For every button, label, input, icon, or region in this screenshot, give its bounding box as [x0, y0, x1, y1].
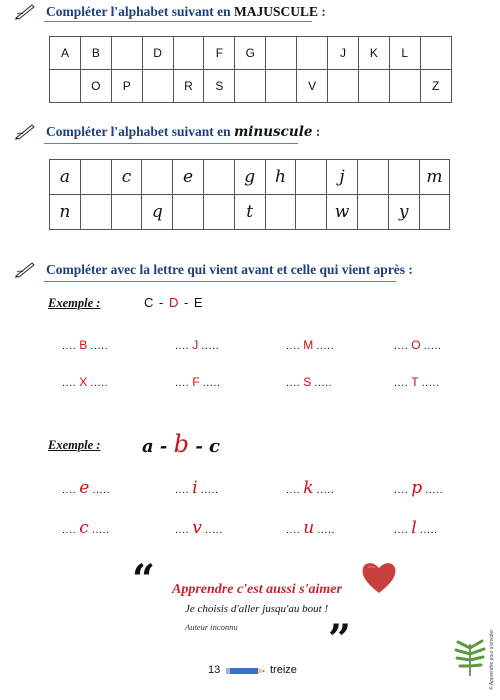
fill-in-item [175, 518, 223, 538]
fill-in-item [286, 478, 334, 498]
blank-after: ..... [90, 340, 109, 352]
given-letter: p [411, 478, 423, 498]
grid-cell: y [388, 195, 419, 230]
fill-in-item [175, 375, 220, 389]
grid-row [50, 160, 450, 195]
grid-cell: J [328, 37, 359, 70]
blank-before: .... [286, 377, 301, 389]
heading-suffix: : [318, 4, 326, 19]
grid-cell: B [80, 37, 111, 70]
heading-keyword: minuscule [234, 124, 313, 140]
grid-cell [419, 195, 450, 230]
heading-text: Compléter l'alphabet suivant en [46, 4, 235, 19]
grid-cell [296, 195, 327, 230]
given-letter: S [303, 375, 312, 389]
given-letter: F [192, 375, 200, 389]
fill-in-item [62, 375, 108, 389]
fill-in-item [62, 338, 108, 352]
blank-before: .... [175, 484, 190, 496]
grid-cell [358, 70, 389, 103]
blank-before: .... [394, 377, 409, 389]
grid-cell: g [234, 160, 265, 195]
blank-after: ..... [202, 377, 221, 389]
grid-row [50, 37, 452, 70]
grid-cell: G [235, 37, 266, 70]
heading-underline [44, 143, 298, 144]
page-number-word: treize [270, 664, 297, 676]
blank-after: ..... [421, 377, 440, 389]
open-quote-mark: “ [132, 556, 156, 603]
blank-after: ..... [317, 524, 336, 536]
grid-cell [266, 70, 297, 103]
fill-in-item [175, 338, 219, 352]
blank-after: ..... [92, 484, 111, 496]
fill-in-item [394, 518, 438, 538]
fill-in-item [62, 478, 110, 498]
section-uppercase-heading [46, 4, 326, 20]
blank-before: .... [62, 484, 77, 496]
grid-cell: a [50, 160, 81, 195]
blank-after: ..... [314, 377, 333, 389]
example-before: a - [142, 436, 174, 457]
blank-after: ..... [201, 340, 220, 352]
fill-in-item [394, 375, 439, 389]
given-letter: k [303, 478, 314, 498]
example-target: D [168, 295, 180, 310]
grid-cell: D [142, 37, 173, 70]
grid-cell [203, 160, 234, 195]
grid-row [50, 70, 452, 103]
blank-after: ..... [423, 340, 442, 352]
grid-cell [80, 195, 111, 230]
given-letter: l [411, 518, 417, 538]
blank-before: .... [62, 524, 77, 536]
grid-cell [173, 37, 204, 70]
example-label: Exemple : [48, 296, 101, 310]
grid-cell: n [50, 195, 81, 230]
blank-before: .... [62, 340, 77, 352]
example-target: b [173, 430, 190, 458]
fill-in-item [286, 338, 334, 352]
given-letter: c [79, 518, 89, 538]
uppercase-alphabet-grid [49, 36, 452, 103]
grid-cell: e [173, 160, 204, 195]
example-label: Exemple : [48, 438, 101, 452]
grid-cell: Z [420, 70, 451, 103]
example-sequence-cursive [142, 430, 220, 458]
given-letter: O [411, 338, 421, 352]
quote-author: Auteur inconnu [185, 622, 238, 632]
grid-cell: t [234, 195, 265, 230]
heading-underline [44, 281, 396, 282]
heading-underline [44, 21, 312, 22]
grid-cell [297, 37, 328, 70]
grid-cell: F [204, 37, 235, 70]
example-before: C - [144, 295, 169, 310]
blank-before: .... [62, 377, 77, 389]
fill-in-item [62, 518, 110, 538]
grid-cell: S [204, 70, 235, 103]
blank-before: .... [175, 340, 190, 352]
grid-cell: A [50, 37, 81, 70]
grid-cell: P [111, 70, 142, 103]
grid-cell [296, 160, 327, 195]
grid-cell [142, 70, 173, 103]
grid-cell: L [389, 37, 420, 70]
blank-before: .... [175, 377, 190, 389]
blank-before: .... [394, 484, 409, 496]
example-after: - E [179, 295, 204, 310]
leaf-icon [452, 638, 488, 678]
grid-cell: K [358, 37, 389, 70]
quote-title: Apprendre c'est aussi s'aimer [172, 582, 342, 597]
grid-cell [357, 160, 388, 195]
grid-cell [328, 70, 359, 103]
blank-before: .... [286, 484, 301, 496]
given-letter: v [192, 518, 202, 538]
fill-in-item [286, 518, 335, 538]
heart-icon [360, 559, 398, 595]
fill-in-item [286, 375, 332, 389]
blank-before: .... [286, 340, 301, 352]
pen-icon [14, 260, 36, 278]
fill-in-item [394, 338, 441, 352]
heading-suffix: : [312, 124, 321, 139]
grid-cell [80, 160, 111, 195]
close-quote-mark: ” [328, 616, 352, 663]
fill-in-item [175, 478, 219, 498]
example-sequence [144, 295, 204, 310]
grid-cell [420, 37, 451, 70]
blank-after: ..... [419, 524, 438, 536]
blank-after: ..... [204, 524, 223, 536]
grid-cell: V [297, 70, 328, 103]
blank-before: .... [394, 340, 409, 352]
given-letter: X [79, 375, 88, 389]
grid-cell [389, 70, 420, 103]
given-letter: T [411, 375, 419, 389]
grid-cell: m [419, 160, 450, 195]
grid-cell [388, 160, 419, 195]
given-letter: M [303, 338, 314, 352]
grid-cell [50, 70, 81, 103]
grid-cell [203, 195, 234, 230]
given-letter: e [79, 478, 90, 498]
heading-text: Compléter l'alphabet suivant en [46, 124, 235, 139]
given-letter: i [192, 478, 198, 498]
example-after: - c [189, 436, 221, 457]
blank-after: ..... [200, 484, 219, 496]
heading-keyword: MAJUSCULE [234, 4, 319, 19]
grid-row [50, 195, 450, 230]
blank-after: ..... [316, 484, 335, 496]
given-letter: B [79, 338, 88, 352]
lowercase-alphabet-grid [49, 159, 450, 230]
fill-in-item [394, 478, 443, 498]
blank-after: ..... [425, 484, 444, 496]
grid-cell [111, 37, 142, 70]
section-neighbors-heading: Compléter avec la lettre qui vient avant et celle qui vient après : [46, 262, 413, 277]
blank-after: ..... [91, 524, 110, 536]
grid-cell: R [173, 70, 204, 103]
section-lowercase-heading [46, 124, 320, 140]
grid-cell [142, 160, 173, 195]
blank-before: .... [175, 524, 190, 536]
grid-cell [265, 195, 296, 230]
grid-cell: O [80, 70, 111, 103]
blank-after: ..... [90, 377, 109, 389]
quote-text: Je choisis d'aller jusqu'au bout ! [185, 603, 329, 615]
pencil-icon [226, 667, 266, 675]
pen-icon [14, 122, 36, 140]
blank-after: ..... [316, 340, 335, 352]
page-number: 13 [208, 664, 221, 676]
grid-cell [357, 195, 388, 230]
grid-cell [235, 70, 266, 103]
grid-cell [173, 195, 204, 230]
blank-before: .... [286, 524, 301, 536]
pen-icon [14, 2, 36, 20]
given-letter: J [192, 338, 199, 352]
grid-cell: j [327, 160, 358, 195]
grid-cell: c [111, 160, 142, 195]
blank-before: .... [394, 524, 409, 536]
copyright-note: © Apprendre pour s'envoler [489, 629, 495, 690]
grid-cell: q [142, 195, 173, 230]
given-letter: u [303, 518, 315, 538]
grid-cell: w [327, 195, 358, 230]
grid-cell: h [265, 160, 296, 195]
grid-cell [266, 37, 297, 70]
grid-cell [111, 195, 142, 230]
